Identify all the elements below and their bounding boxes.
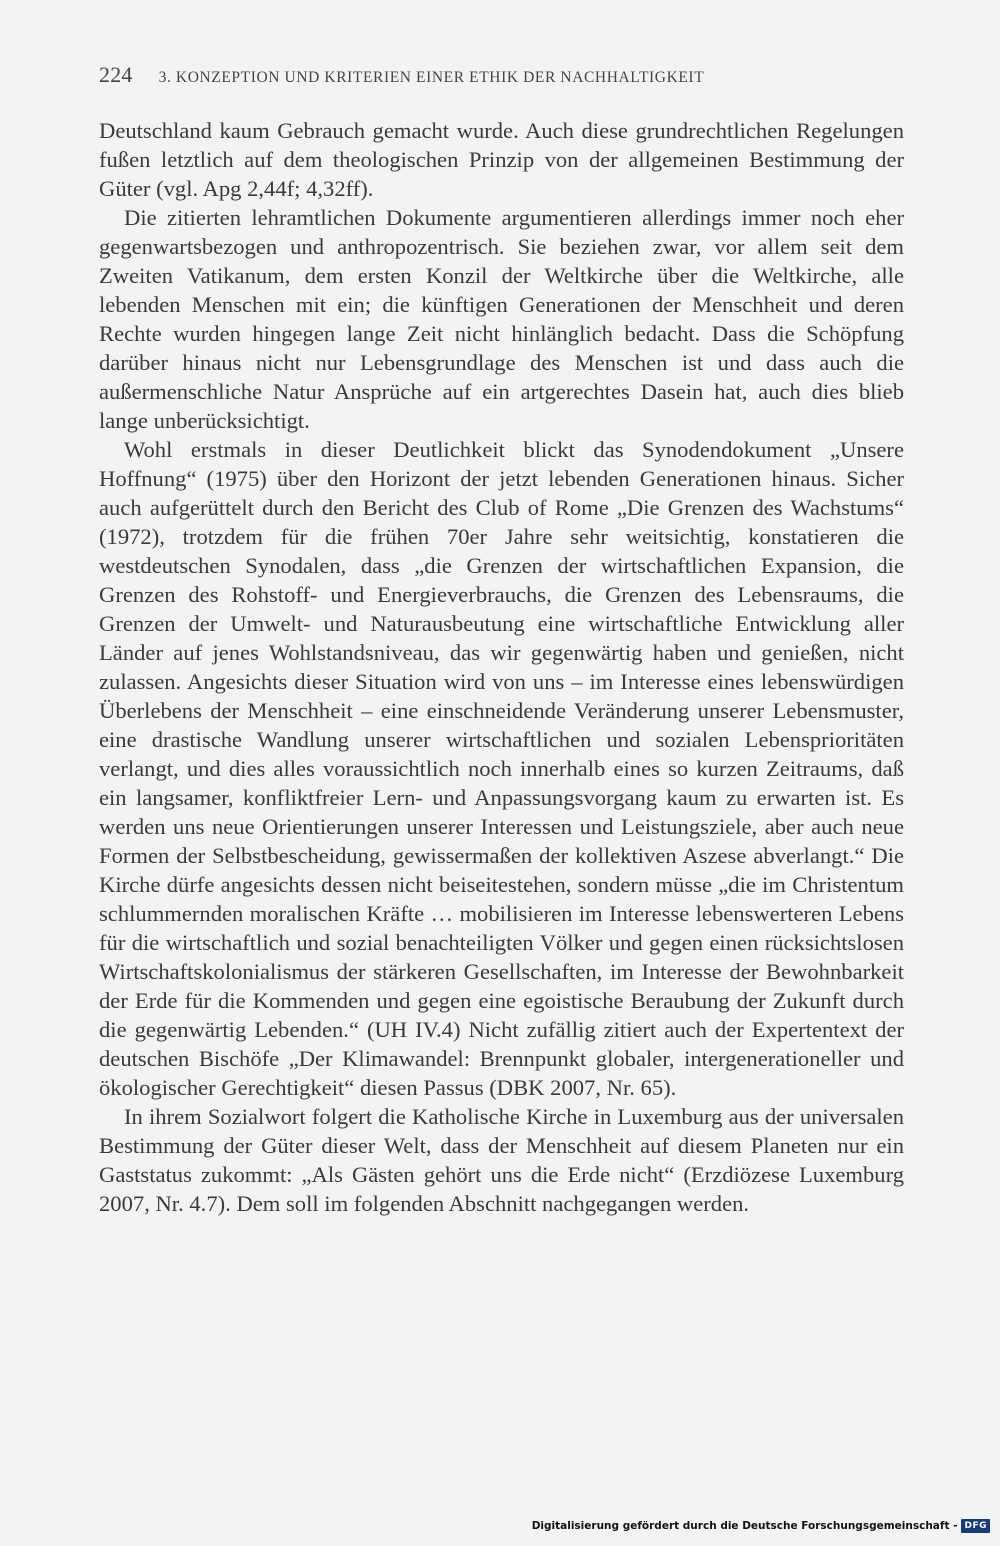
body-text [99, 116, 904, 1218]
dfg-logo-icon: DFG [961, 1519, 990, 1533]
footer-credit: Digitalisierung gefördert durch die Deutsche Forschungsgemeinschaft - [531, 1520, 958, 1532]
paragraph: Die zitierten lehramtlichen Dokumente argumentieren allerdings immer noch eher gegenwartsbezogen und anthropozentrisch. Sie beziehen zwar, vor allem seit dem Zweiten Vatikanum, dem ersten Konzil der Weltkirche über die Weltkirche, alle lebenden Menschen mit ein; die künftigen Generationen der Menschheit und deren Rechte wurden hingegen lange Zeit nicht hinlänglich bedacht. Dass die Schöpfung darüber hinaus nicht nur Lebensgrundlage des Menschen ist und dass auch die außermenschliche Natur Ansprüche auf ein artgerechtes Dasein hat, auch dies blieb lange unberücksichtigt. [99, 205, 904, 433]
running-header [99, 62, 904, 88]
paragraph: In ihrem Sozialwort folgert die Katholische Kirche in Luxemburg aus der universalen Bestimmung der Güter dieser Welt, dass der Menschheit auf diesem Planeten nur ein Gaststatus zukommt: „Als Gästen gehört uns die Erde nicht“ (Erzdiözese Luxemburg 2007, Nr. 4.7). Dem soll im folgenden Abschnitt nachgegangen werden. [99, 1104, 904, 1216]
page-number: 224 [99, 62, 133, 87]
running-title: 3. KONZEPTION UND KRITERIEN EINER ETHIK DER NACHHALTIGKEIT [158, 69, 705, 86]
paragraph: Deutschland kaum Gebrauch gemacht wurde. Auch diese grundrechtlichen Regelungen fußen letztlich auf dem theologischen Prinzip von der allgemeinen Bestimmung der Güter (vgl. Apg 2,44f; 4,32ff). [99, 118, 904, 201]
digitization-footer [532, 1516, 990, 1536]
paragraph: Wohl erstmals in dieser Deutlichkeit blickt das Synodendokument „Unsere Hoffnung“ (1975) über den Horizont der jetzt lebenden Generationen hinaus. Sicher auch aufgerüttelt durch den Bericht des Club of Rome „Die Grenzen des Wachstums“ (1972), trotzdem für die frühen 70er Jahre sehr weitsichtig, konstatieren die westdeutschen Synodalen, dass „die Grenzen der wirtschaftlichen Expansion, die Grenzen des Rohstoff- und Energieverbrauchs, die Grenzen des Lebensraums, die Grenzen der Umwelt- und Naturausbeutung eine wirtschaftliche Entwicklung aller Länder auf jenes Wohlstandsniveau, das wir gegenwärtig haben und genießen, nicht zulassen. Angesichts dieser Situation wird von uns – im Interesse eines lebenswürdigen Überlebens der Menschheit – eine einschneidende Veränderung unserer Lebensmuster, eine drastische Wandlung unserer wirtschaftlichen und sozialen Lebensprioritäten verlangt, und dies alles voraussichtlich noch innerhalb eines so kurzen Zeitraums, daß ein langsamer, konfliktfreier Lern- und Anpassungsvorgang kaum zu erwarten ist. Es werden uns neue Orientierungen unserer Interessen und Leistungsziele, aber auch neue Formen der Selbstbescheidung, gewissermaßen der kollektiven Aszese abverlangt.“ Die Kirche dürfe angesichts dessen nicht beiseitestehen, sondern müsse „die im Christentum schlummernden moralischen Kräfte … mobilisieren im Interesse lebenswerteren Lebens für die wirtschaftlich und sozial benachteiligten Völker und gegen einen rücksichtslosen Wirtschaftskolonialismus der stärkeren Gesellschaften, im Interesse der Bewohnbarkeit der Erde für die Kommenden und gegen eine egoistische Beraubung der Zukunft durch die gegenwärtig Lebenden.“ (UH IV.4) Nicht zufällig zitiert auch der Expertentext der deutschen Bischöfe „Der Klimawandel: Brennpunkt globaler, intergenerationeller und ökologischer Gerechtigkeit“ diesen Passus (DBK 2007, Nr. 65). [99, 437, 904, 1100]
